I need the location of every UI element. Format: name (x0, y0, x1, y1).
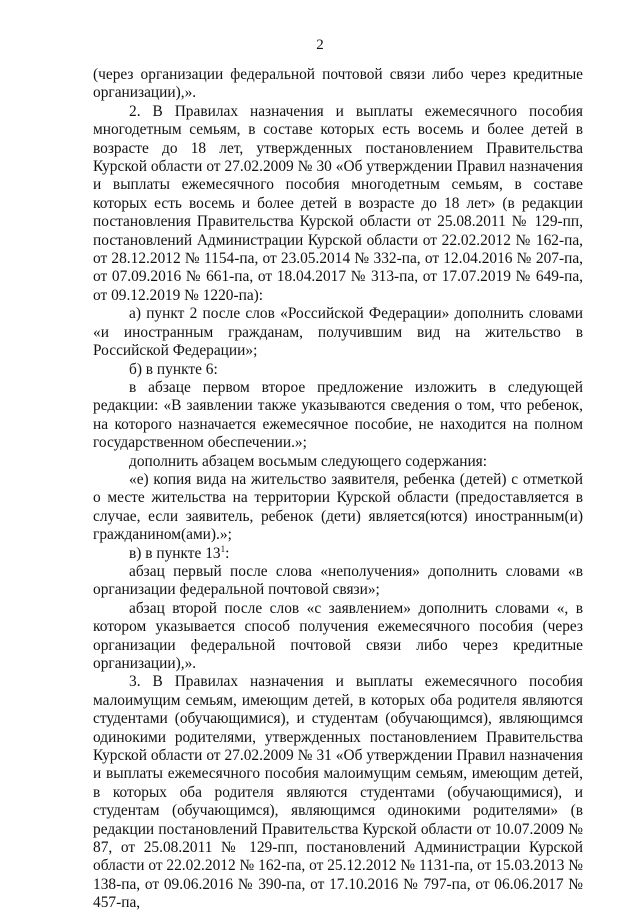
paragraph-subitem-b-quote: «е) копия вида на жительство заявителя, ребенка (детей) с отметкой о месте жительства на территории Курской области (предоставляется в случае, если заявитель, ребенок (дети) является(ются) иностранным(и) гражданином(ами).»; (93, 470, 583, 544)
paragraph-item-3: 3. В Правилах назначения и выплаты ежемесячного пособия малоимущим семьям, имеющим детей, в которых оба родителя являются студентами (обучающимися), и студентам (обучающимся), являющимся одинокими родителями, утвержденных постановлением Правительства Курской области от 27.02.2009 № 31 «Об утверждении Правил назначения и выплаты ежемесячного пособия малоимущим семьям, имеющим детей, в которых оба родителя являются студентами (обучающимися), и студентам (обучающимся), являющимся одинокими родителями» (в редакции постановлений Правительства Курской области от 10.07.2009 № 87, от 25.08.2011 № 129-пп, постановлений Администрации Курской области от 22.02.2012 № 162-па, от 25.12.2012 № 1131-па, от 15.03.2013 № 138-па, от 09.06.2016 № 390-па, от 17.10.2016 № 797-па, от 06.06.2017 № 457-па, (93, 673, 583, 912)
paragraph-subitem-v-second: абзац второй после слов «с заявлением» дополнить словами «, в котором указывается способ получения ежемесячного пособия (через организации федеральной почтовой связи либо через кредитные организации),». (93, 599, 583, 672)
paragraph-subitem-v-text: в) в пункте 13 (129, 544, 221, 562)
document-body (93, 66, 583, 913)
paragraph-continuation: (через организации федеральной почтовой связи либо через кредитные организации),». (93, 66, 583, 102)
paragraph-subitem-v (93, 545, 583, 563)
page-number: 2 (316, 37, 324, 53)
paragraph-subitem-v-first: абзац первый после слова «неполучения» дополнить словами «в организации федеральной почтовой связи»; (93, 562, 583, 599)
paragraph-subitem-a: а) пункт 2 после слов «Российской Федерации» дополнить словами «и иностранным гражданам, получившим вид на жительство в Российской Федерации»; (93, 305, 583, 360)
paragraph-item-2: 2. В Правилах назначения и выплаты ежемесячного пособия многодетным семьям, в составе которых есть восемь и более детей в возрасте до 18 лет, утвержденных постановлением Правительства Курской области от 27.02.2009 № 30 «Об утверждении Правил назначения и выплаты ежемесячного пособия многодетным семьям, в составе которых есть восемь и более детей в возрасте до 18 лет» (в редакции постановления Правительства Курской области от 25.08.2011 № 129-пп, постановлений Администрации Курской области от 22.02.2012 № 162-па, от 28.12.2012 № 1154-па, от 23.05.2014 № 332-па, от 12.04.2016 № 207-па, от 07.09.2016 № 661-па, от 18.04.2017 № 313-па, от 17.07.2019 № 649-па, от 09.12.2019 № 1220-па): (93, 102, 583, 304)
paragraph-subitem-v-superscript: 1 (220, 543, 226, 554)
paragraph-subitem-v-colon: : (225, 544, 230, 562)
paragraph-subitem-b: б) в пункте 6: (129, 360, 218, 378)
paragraph-subitem-b-second: дополнить абзацем восьмым следующего содержания: (129, 452, 488, 470)
paragraph-subitem-b-first: в абзаце первом второе предложение изложить в следующей редакции: «В заявлении также указываются сведения о том, что ребенок, на которого назначается ежемесячное пособие, не находится на полном государственном обеспечении.»; (93, 378, 583, 452)
